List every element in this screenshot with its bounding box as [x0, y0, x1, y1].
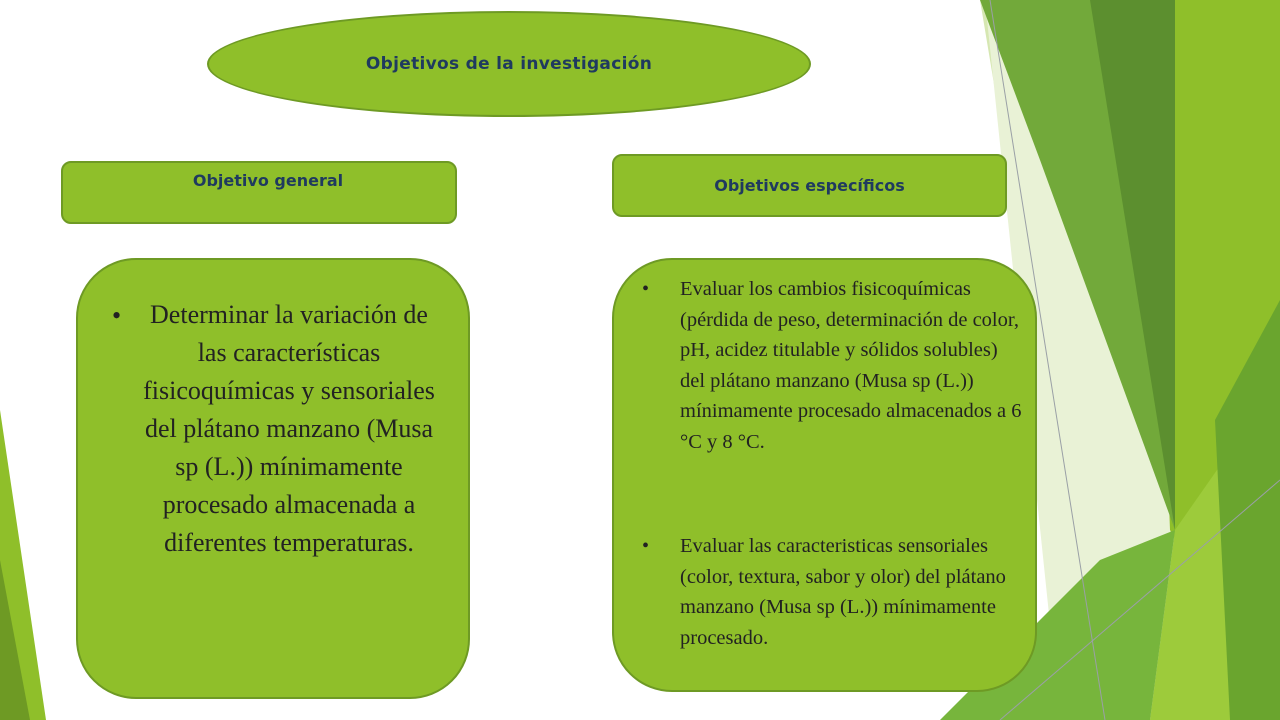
objetivos-especificos-header — [612, 154, 1007, 217]
bullet-icon: • — [112, 301, 122, 330]
objetivo-especifico-text: Evaluar los cambios fisicoquímicas (pérdida de peso, determinación de color, pH, acidez titulable y sólidos solubles) del plátano manzano (Musa sp (L.)) mínimamente procesado almacenados a 6 °C y 8 °C. — [680, 278, 1022, 453]
bullet-icon: • — [642, 278, 650, 300]
objetivos-especificos-label: Objetivos específicos — [714, 176, 905, 195]
objetivo-general-header — [61, 161, 457, 224]
objetivo-general-text: Determinar la variación de las características fisicoquímicas y sensoriales del plátano manzano (Musa sp (L.)) mínimamente procesado almacenada a diferentes temperaturas. — [143, 300, 435, 557]
objetivo-general-content — [76, 258, 470, 699]
bullet-icon: • — [642, 535, 650, 557]
objetivos-especificos-content — [612, 258, 1037, 692]
title-ellipse — [207, 11, 811, 117]
diagram-title: Objetivos de la investigación — [365, 54, 653, 74]
objetivo-especifico-text: Evaluar las caracteristicas sensoriales (color, textura, sabor y olor) del plátano manzano (Musa sp (L.)) mínimamente procesado. — [680, 535, 1006, 649]
objetivo-general-label: Objetivo general — [192, 171, 344, 190]
